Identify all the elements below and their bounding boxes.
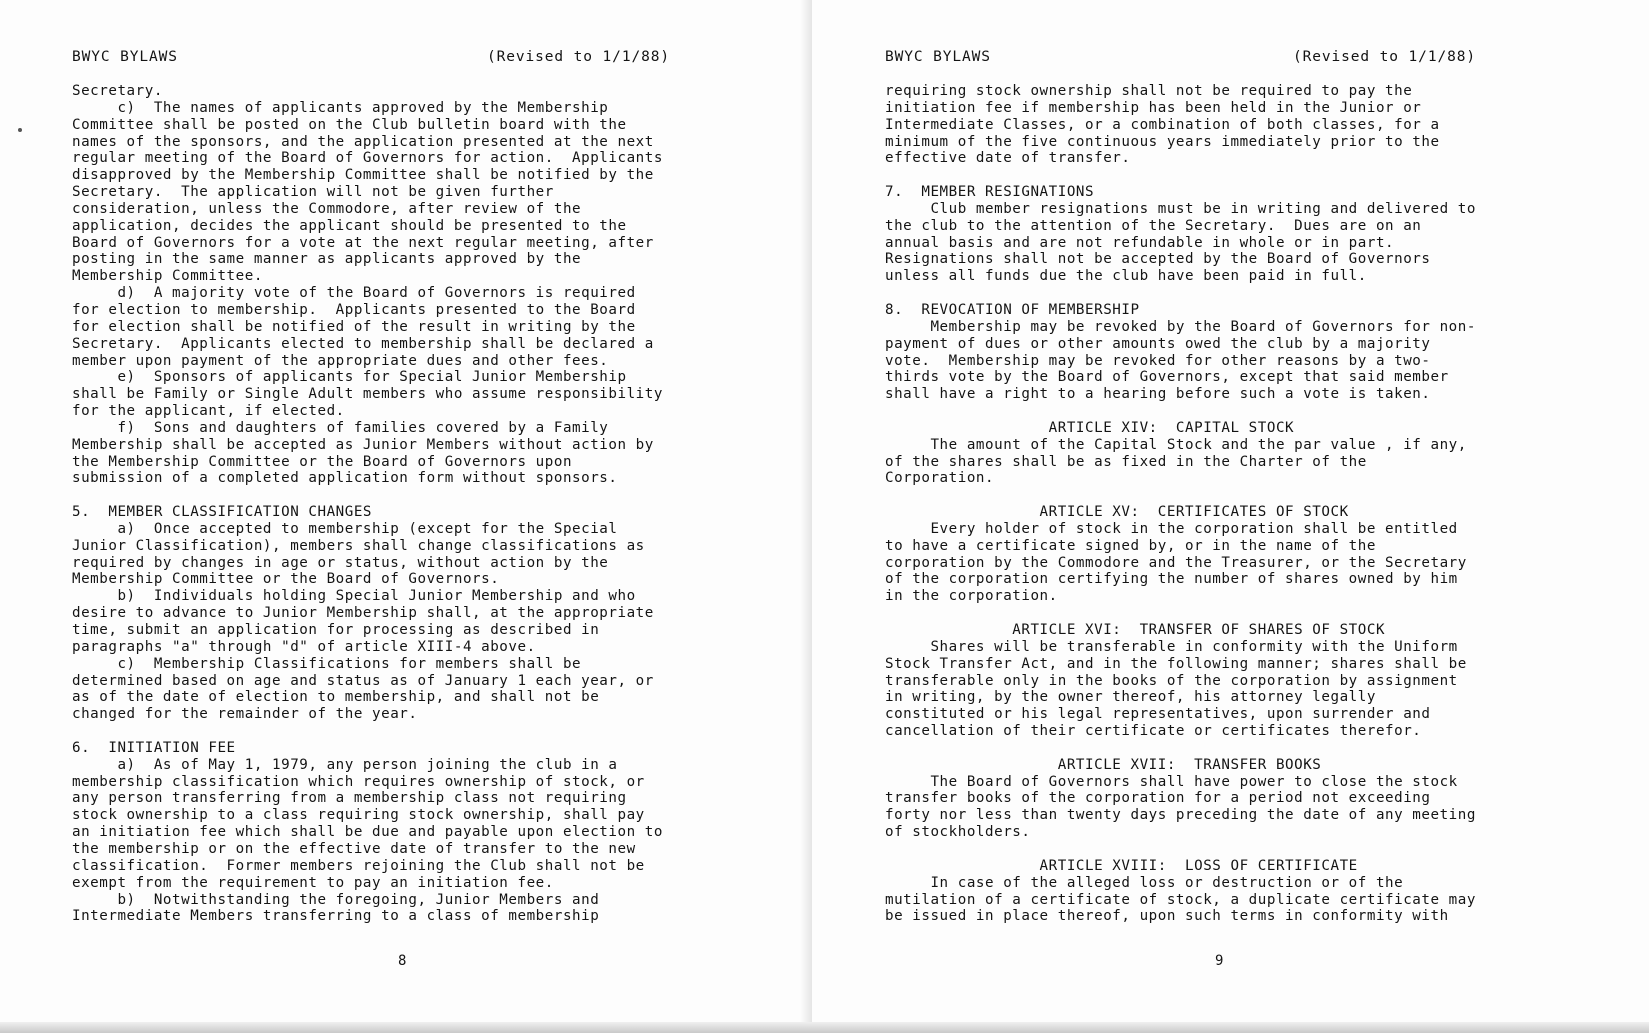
right-page-line: transfer books of the corporation for a period not exceeding <box>885 790 1431 807</box>
right-page-line: shall have a right to a hearing before such a vote is taken. <box>885 386 1431 403</box>
left-page-line: consideration, unless the Commodore, after review of the <box>72 200 582 217</box>
left-page-line: for the applicant, if elected. <box>72 403 345 420</box>
left-page-line: the membership or on the effective date of transfer to the new <box>72 840 636 857</box>
left-page-line: Secretary. The application will not be given further <box>72 184 554 201</box>
left-page-line: Secretary. Applicants elected to membership shall be declared a <box>72 335 654 352</box>
left-page-line: d) A majority vote of the Board of Governors is required <box>72 285 636 302</box>
right-page-line: ARTICLE XVI: TRANSFER OF SHARES OF STOCK <box>885 622 1386 638</box>
left-header-revision: (Revised to 1/1/88) <box>487 49 670 65</box>
left-page-line: an initiation fee which shall be due and payable upon election to <box>72 824 663 841</box>
right-page-line: The Board of Governors shall have power to close the stock <box>885 773 1458 790</box>
left-page-line: 5. MEMBER CLASSIFICATION CHANGES <box>72 504 373 521</box>
right-page-line: Shares will be transferable in conformity with the Uniform <box>885 638 1458 655</box>
right-page-line: constituted or his legal representatives, upon surrender and <box>885 706 1431 723</box>
left-page-line: determined based on age and status as of January 1 each year, or <box>72 672 654 689</box>
left-page-line: stock ownership to a class requiring stock ownership, shall pay <box>72 807 645 824</box>
left-page-line: b) Notwithstanding the foregoing, Junior Members and <box>72 891 600 908</box>
right-page-line: ARTICLE XIV: CAPITAL STOCK <box>885 419 1295 436</box>
right-page-line: initiation fee if membership has been held in the Junior or <box>885 99 1422 116</box>
left-page-line: names of the sponsors, and the application presented at the next <box>72 133 654 150</box>
left-page-line: 6. INITIATION FEE <box>72 739 236 756</box>
right-page-line <box>885 487 1476 504</box>
left-page-line: b) Individuals holding Special Junior Membership and who <box>72 588 636 605</box>
left-page-line: a) Once accepted to membership (except for the Special <box>72 520 618 537</box>
right-page-line: In case of the alleged loss or destruction or of the <box>885 874 1404 891</box>
left-page-line: membership classification which requires ownership of stock, or <box>72 773 645 790</box>
left-page-line <box>72 487 663 504</box>
right-page-body <box>885 83 1476 925</box>
right-page-line: of the corporation certifying the number of shares owned by him <box>885 571 1458 588</box>
right-page-line: Club member resignations must be in writing and delivered to <box>885 200 1476 217</box>
left-page-line: classification. Former members rejoining the Club shall not be <box>72 857 645 874</box>
left-page-number: 8 <box>398 953 407 969</box>
right-page-line: Resignations shall not be accepted by the Board of Governors <box>885 251 1431 268</box>
right-page-line: minimum of the five continuous years immediately prior to the <box>885 133 1440 150</box>
right-page-line: transferable only in the books of the corporation by assignment <box>885 672 1458 689</box>
right-page-line: Corporation. <box>885 470 995 487</box>
left-page-line: required by changes in age or status, without action by the <box>72 554 609 571</box>
left-page-line: disapproved by the Membership Committee shall be notified by the <box>72 167 654 184</box>
left-page-line: Membership Committee. <box>72 268 263 285</box>
right-page-line: to have a certificate signed by, or in the name of the <box>885 537 1376 554</box>
left-page-line: e) Sponsors of applicants for Special Junior Membership <box>72 369 627 386</box>
right-page-line: payment of dues or other amounts owed the club by a majority <box>885 335 1431 352</box>
right-page-line: 8. REVOCATION OF MEMBERSHIP <box>885 301 1140 318</box>
left-page-line <box>72 723 663 740</box>
scan-speck <box>18 128 22 132</box>
left-page-line: application, decides the applicant should be presented to the <box>72 217 627 234</box>
left-page-line: c) The names of applicants approved by the Membership <box>72 99 609 116</box>
right-page-line: 7. MEMBER RESIGNATIONS <box>885 184 1095 201</box>
right-page-line <box>885 403 1476 420</box>
right-page-line: corporation by the Commodore and the Treasurer, or the Secretary <box>885 554 1467 571</box>
right-page-line: of the shares shall be as fixed in the Charter of the <box>885 453 1367 470</box>
right-page-line: ARTICLE XVII: TRANSFER BOOKS <box>885 756 1322 773</box>
right-page-line <box>885 841 1476 858</box>
right-page-line: the club to the attention of the Secretary. Dues are on an <box>885 217 1422 234</box>
left-page-line: submission of a completed application form without sponsors. <box>72 470 618 487</box>
left-page-line: member upon payment of the appropriate dues and other fees. <box>72 352 609 369</box>
left-page-line: for election shall be notified of the result in writing by the <box>72 318 636 335</box>
left-page-line: changed for the remainder of the year. <box>72 706 418 723</box>
right-page-line <box>885 605 1476 622</box>
left-page-line: c) Membership Classifications for members shall be <box>72 655 582 672</box>
right-page-line: Membership may be revoked by the Board of Governors for non- <box>885 318 1476 335</box>
right-header-revision: (Revised to 1/1/88) <box>1293 49 1476 65</box>
right-page-line: in writing, by the owner thereof, his attorney legally <box>885 689 1376 706</box>
right-page-line: requiring stock ownership shall not be required to pay the <box>885 83 1413 99</box>
right-page-line: annual basis and are not refundable in whole or in part. <box>885 234 1395 251</box>
right-header-title: BWYC BYLAWS <box>885 49 991 65</box>
right-page-line: ARTICLE XVIII: LOSS OF CERTIFICATE <box>885 857 1358 874</box>
left-page-line: as of the date of election to membership, and shall not be <box>72 689 600 706</box>
right-page-line: thirds vote by the Board of Governors, except that said member <box>885 369 1449 386</box>
right-page-line: forty nor less than twenty days preceding the date of any meeting <box>885 807 1476 824</box>
left-page-line: for election to membership. Applicants presented to the Board <box>72 301 636 318</box>
right-page-line: cancellation of their certificate or certificates therefor. <box>885 723 1422 740</box>
right-page-number: 9 <box>1215 953 1224 969</box>
left-page-body <box>72 83 663 925</box>
left-page-line: a) As of May 1, 1979, any person joining the club in a <box>72 756 618 773</box>
right-page-line <box>885 167 1476 184</box>
left-page-line: Junior Classification), members shall change classifications as <box>72 537 645 554</box>
right-page-line: be issued in place thereof, upon such terms in conformity with <box>885 908 1449 925</box>
right-page-line: vote. Membership may be revoked for other reasons by a two- <box>885 352 1431 369</box>
left-page-line: posting in the same manner as applicants approved by the <box>72 251 582 268</box>
right-page-line <box>885 285 1476 302</box>
page-bottom-edge <box>0 1022 1649 1033</box>
left-page <box>0 0 812 1025</box>
right-page-line: Every holder of stock in the corporation shall be entitled <box>885 520 1458 537</box>
left-page-line: f) Sons and daughters of families covered by a Family <box>72 419 609 436</box>
left-page-line: desire to advance to Junior Membership shall, at the appropriate <box>72 605 654 622</box>
left-header-title: BWYC BYLAWS <box>72 49 178 65</box>
left-page-line: any person transferring from a membership class not requiring <box>72 790 627 807</box>
right-page-line: of stockholders. <box>885 824 1031 841</box>
left-page-line: paragraphs "a" through "d" of article XIII-4 above. <box>72 638 536 655</box>
left-page-line: shall be Family or Single Adult members who assume responsibility <box>72 386 663 403</box>
left-page-line: Committee shall be posted on the Club bulletin board with the <box>72 116 627 133</box>
right-page-line <box>885 740 1476 757</box>
left-page-line: regular meeting of the Board of Governors for action. Applicants <box>72 150 663 167</box>
right-page-line: unless all funds due the club have been paid in full. <box>885 268 1367 285</box>
right-page-line: ARTICLE XV: CERTIFICATES OF STOCK <box>885 504 1349 521</box>
left-page-line: Membership shall be accepted as Junior Members without action by <box>72 436 654 453</box>
right-page-line: in the corporation. <box>885 588 1058 605</box>
right-page-line: Intermediate Classes, or a combination of both classes, for a <box>885 116 1440 133</box>
left-page-line: exempt from the requirement to pay an initiation fee. <box>72 874 554 891</box>
left-page-line: Intermediate Members transferring to a class of membership <box>72 908 600 925</box>
right-page <box>812 0 1649 1025</box>
left-page-line: Membership Committee or the Board of Governors. <box>72 571 500 588</box>
left-page-line: Board of Governors for a vote at the next regular meeting, after <box>72 234 654 251</box>
right-page-line: effective date of transfer. <box>885 150 1131 167</box>
left-page-line: the Membership Committee or the Board of Governors upon <box>72 453 573 470</box>
right-page-line: Stock Transfer Act, and in the following manner; shares shall be <box>885 655 1467 672</box>
right-page-line: The amount of the Capital Stock and the par value , if any, <box>885 436 1467 453</box>
left-page-line: Secretary. <box>72 83 163 99</box>
left-page-line: time, submit an application for processing as described in <box>72 622 600 638</box>
right-page-line: mutilation of a certificate of stock, a duplicate certificate may <box>885 891 1476 908</box>
